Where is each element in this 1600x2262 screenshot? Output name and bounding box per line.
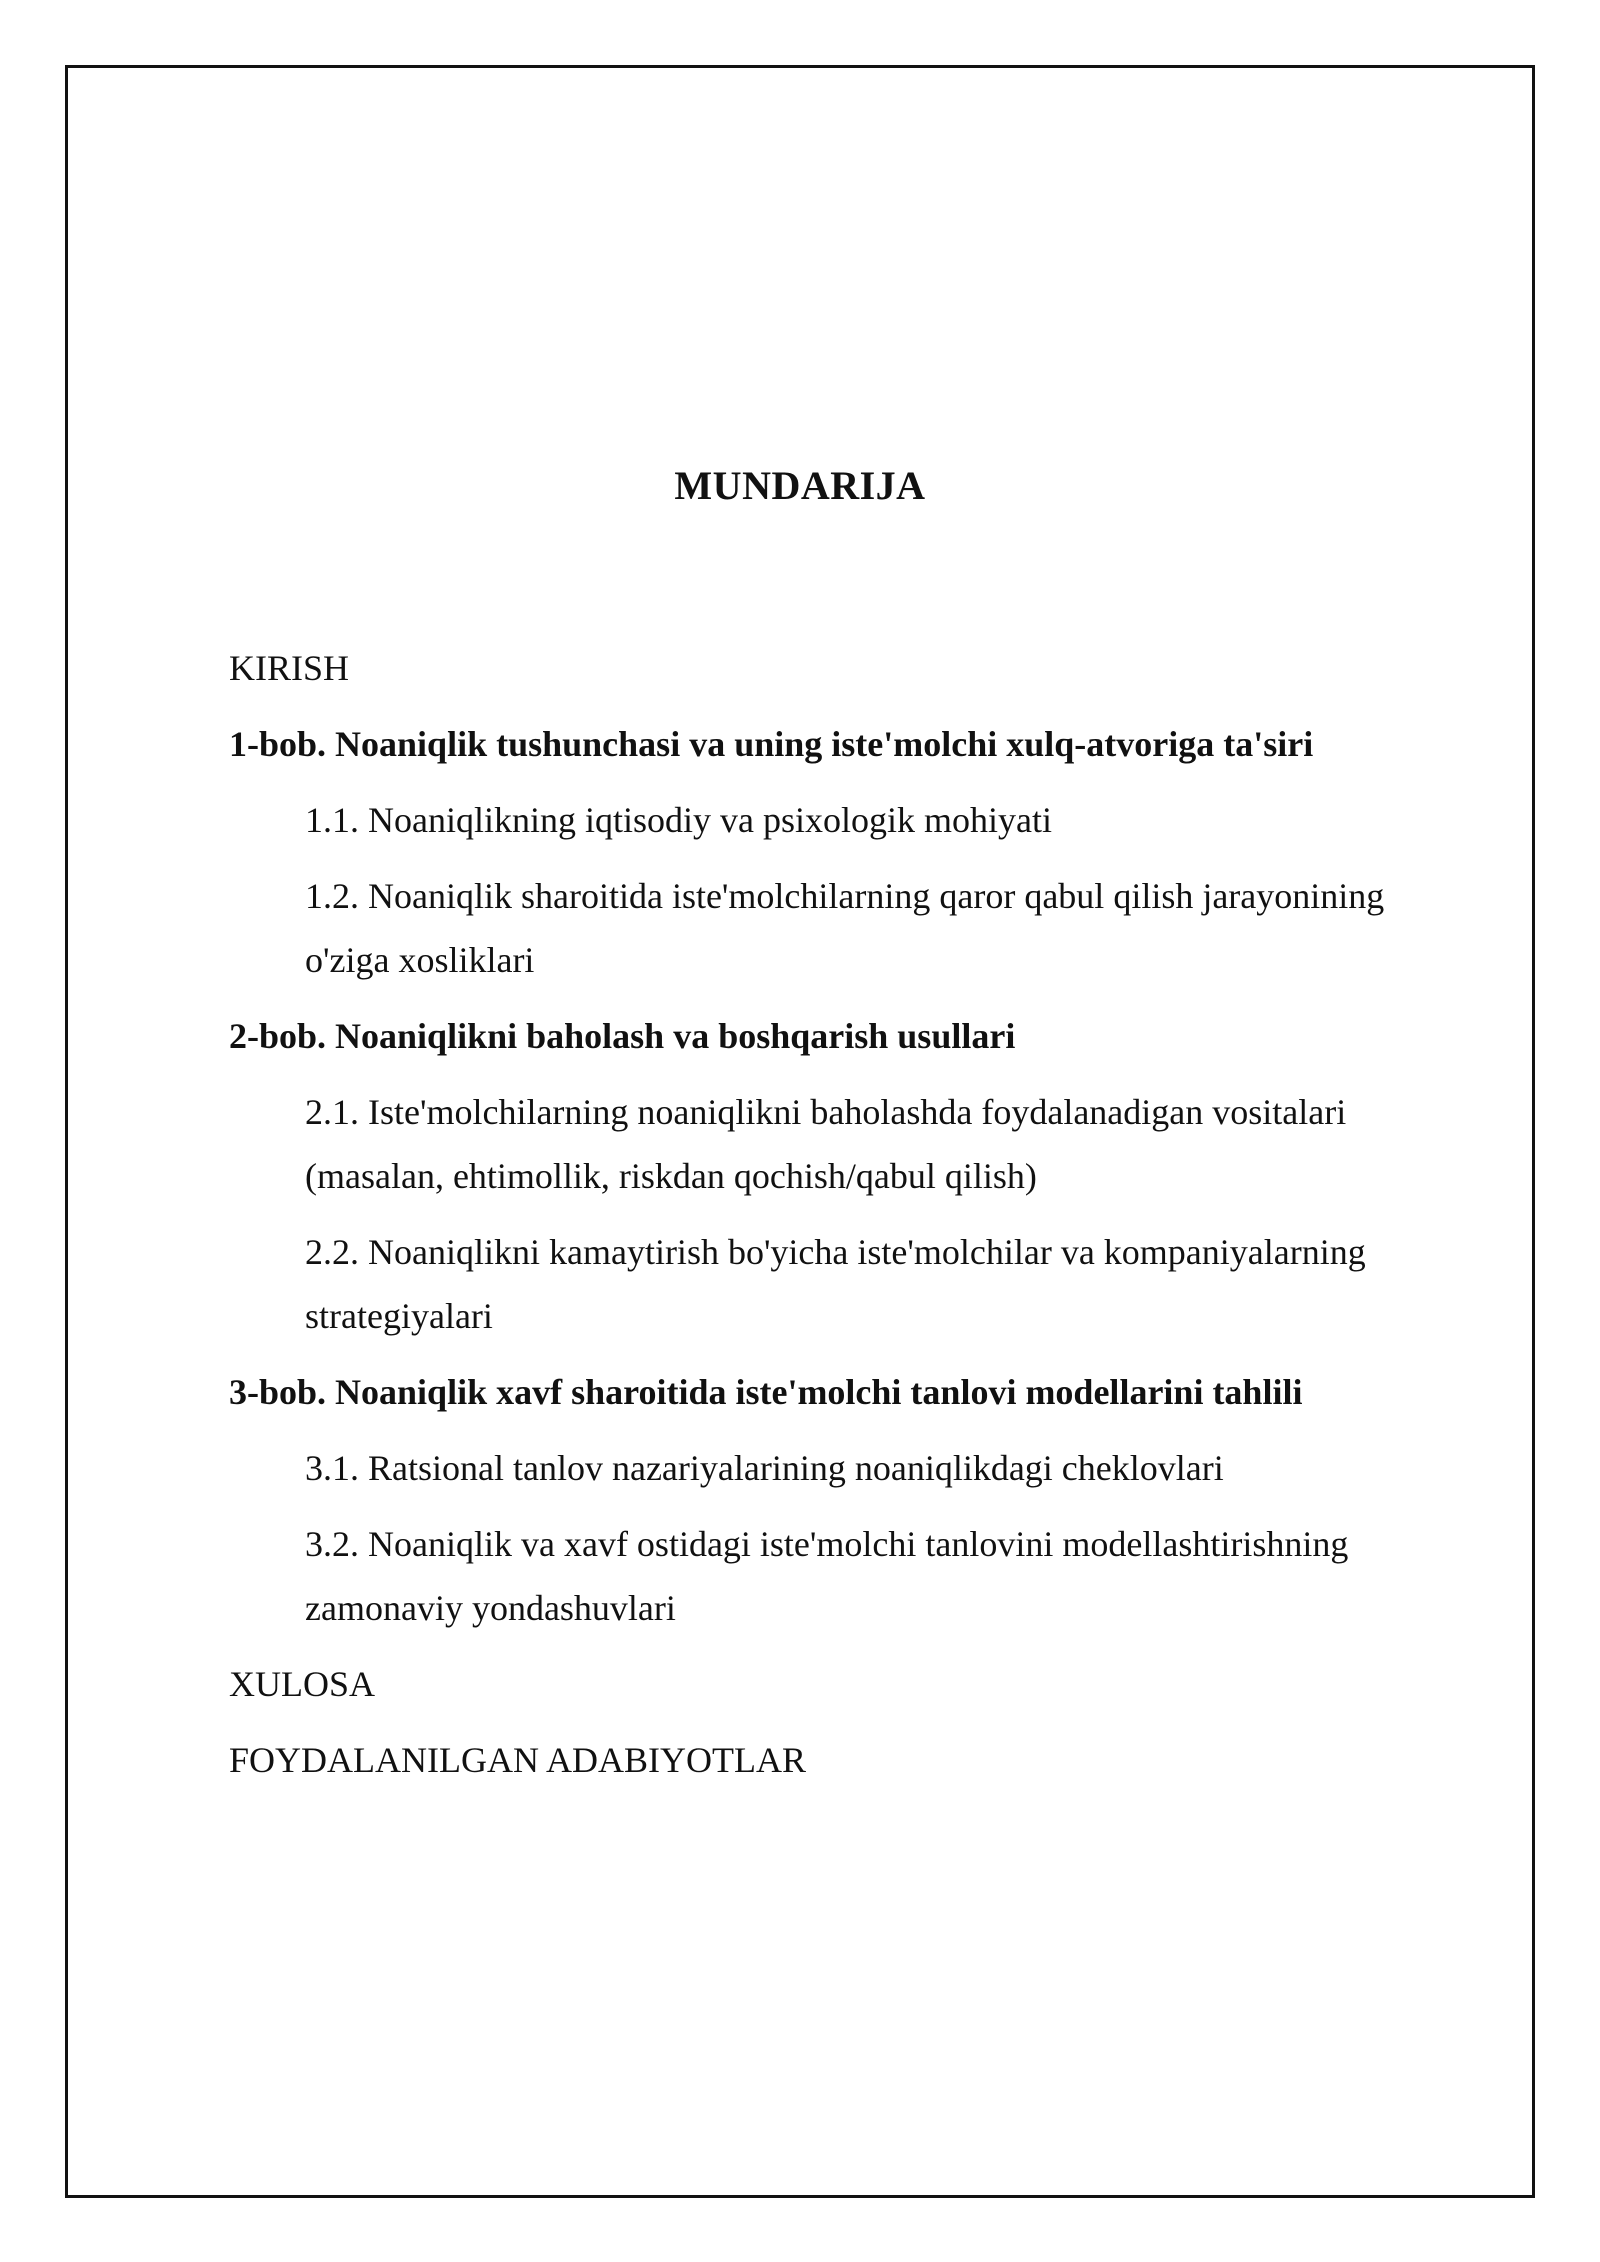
toc-entry-section-1-2: 1.2. Noaniqlik sharoitida iste'molchilarning qaror qabul qilish jarayonining o'ziga xosliklari <box>305 876 1385 980</box>
toc-entry-introduction: KIRISH <box>229 648 350 688</box>
toc-entry-references: FOYDALANILGAN ADABIYOTLAR <box>229 1740 806 1780</box>
toc-entry-section-2-1: 2.1. Iste'molchilarning noaniqlikni baholashda foydalanadigan vositalari (masalan, ehtimollik, riskdan qochish/qabul qilish) <box>305 1092 1347 1196</box>
toc-entry-section-1-1: 1.1. Noaniqlikning iqtisodiy va psixologik mohiyati <box>305 800 1052 840</box>
toc-entry-chapter-1: 1-bob. Noaniqlik tushunchasi va uning iste'molchi xulq-atvoriga ta'siri <box>229 724 1314 764</box>
toc-entry-section-2-2: 2.2. Noaniqlikni kamaytirish bo'yicha iste'molchilar va kompaniyalarning strategiyalari <box>305 1232 1366 1336</box>
page-title: MUNDARIJA <box>674 463 926 508</box>
toc-entry-section-3-1: 3.1. Ratsional tanlov nazariyalarining noaniqlikdagi cheklovlari <box>305 1448 1224 1488</box>
toc-entry-chapter-3: 3-bob. Noaniqlik xavf sharoitida iste'molchi tanlovi modellarini tahlili <box>229 1372 1303 1412</box>
toc-entry-section-3-2: 3.2. Noaniqlik va xavf ostidagi iste'molchi tanlovini modellashtirishning zamonaviy yondashuvlari <box>305 1524 1349 1628</box>
toc-entry-chapter-2: 2-bob. Noaniqlikni baholash va boshqarish usullari <box>229 1016 1016 1056</box>
toc-entry-conclusion: XULOSA <box>229 1664 376 1704</box>
table-of-contents <box>229 636 1449 1804</box>
